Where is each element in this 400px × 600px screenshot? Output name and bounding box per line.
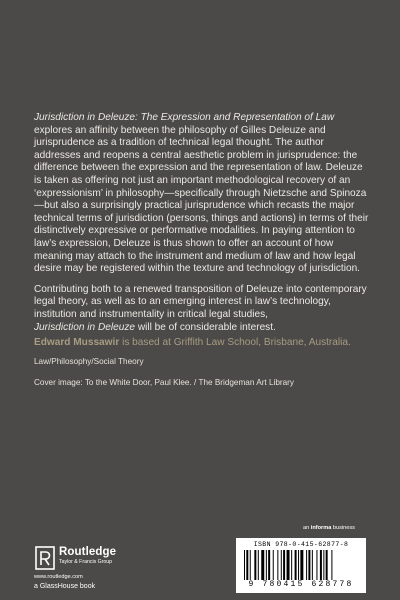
author-affiliation: is based at Griffith Law School, Brisbane, Australia.	[122, 337, 351, 348]
book-title-italic: Jurisdiction in Deleuze: The Expression and Representation of Law	[34, 112, 335, 123]
cover-image-credit: Cover image: To the White Door, Paul Klee. / The Bridgeman Art Library	[34, 378, 295, 387]
author-name: Edward Mussawir	[34, 337, 120, 348]
publisher-url: www.routledge.com	[34, 574, 83, 580]
publisher-name: Routledge	[59, 546, 117, 558]
publisher-group: Taylor & Francis Group	[59, 559, 113, 565]
isbn-label: ISBN 978-0-415-62877-8	[253, 541, 349, 548]
informa-business-tag	[303, 525, 355, 531]
author-bio	[34, 337, 374, 350]
blurb-paragraph-1-text: explores an affinity between the philosophy of Gilles Deleuze and jurisprudence as a tradition of technical legal thought. The author addresses and reopens a central aesthetic problem in jurisprudence: the difference between the expression and the representation of law. Deleuze is taken as offering not just an important methodological recovery of an ‘expressionism’ in philosophy—specifically through Nietzsche and Spinoza—but also a surprisingly practical jurisprudence which recasts the major technical terms of jurisdiction (persons, things and actions) in terms of their distinctively expressive or performative modalities. In paying attention to law’s expression, Deleuze is thus shown to offer an account of how meaning may attach to the instrument and medium of law and how legal desire may be registered within the texture and technology of jurisdiction.	[34, 124, 369, 275]
barcode-digits: 9 780415 628778	[248, 580, 354, 589]
informa-suffix: business	[332, 525, 355, 531]
blurb-paragraph-2-end: will be of considerable interest.	[137, 321, 276, 333]
informa-brand: informa	[310, 525, 332, 531]
barcode-bars-icon	[244, 550, 360, 580]
book-title-short-italic: Jurisdiction in Deleuze	[34, 321, 135, 333]
blurb-paragraph-1	[34, 112, 370, 276]
blurb-paragraph-2-start: Contributing both to a renewed transposition of Deleuze into contemporary legal theory, as well as to an emerging interest in law’s technology, institution and instrumentality in critical legal studies,	[34, 283, 367, 320]
blurb-paragraph-2	[34, 284, 370, 334]
back-cover-blurb	[34, 112, 370, 342]
routledge-logo-icon	[34, 546, 56, 572]
subject-category: Law/Philosophy/Social Theory	[34, 357, 144, 366]
publisher-imprint: a GlassHouse book	[34, 583, 96, 590]
isbn-barcode	[236, 538, 366, 593]
informa-prefix: an	[303, 525, 310, 531]
